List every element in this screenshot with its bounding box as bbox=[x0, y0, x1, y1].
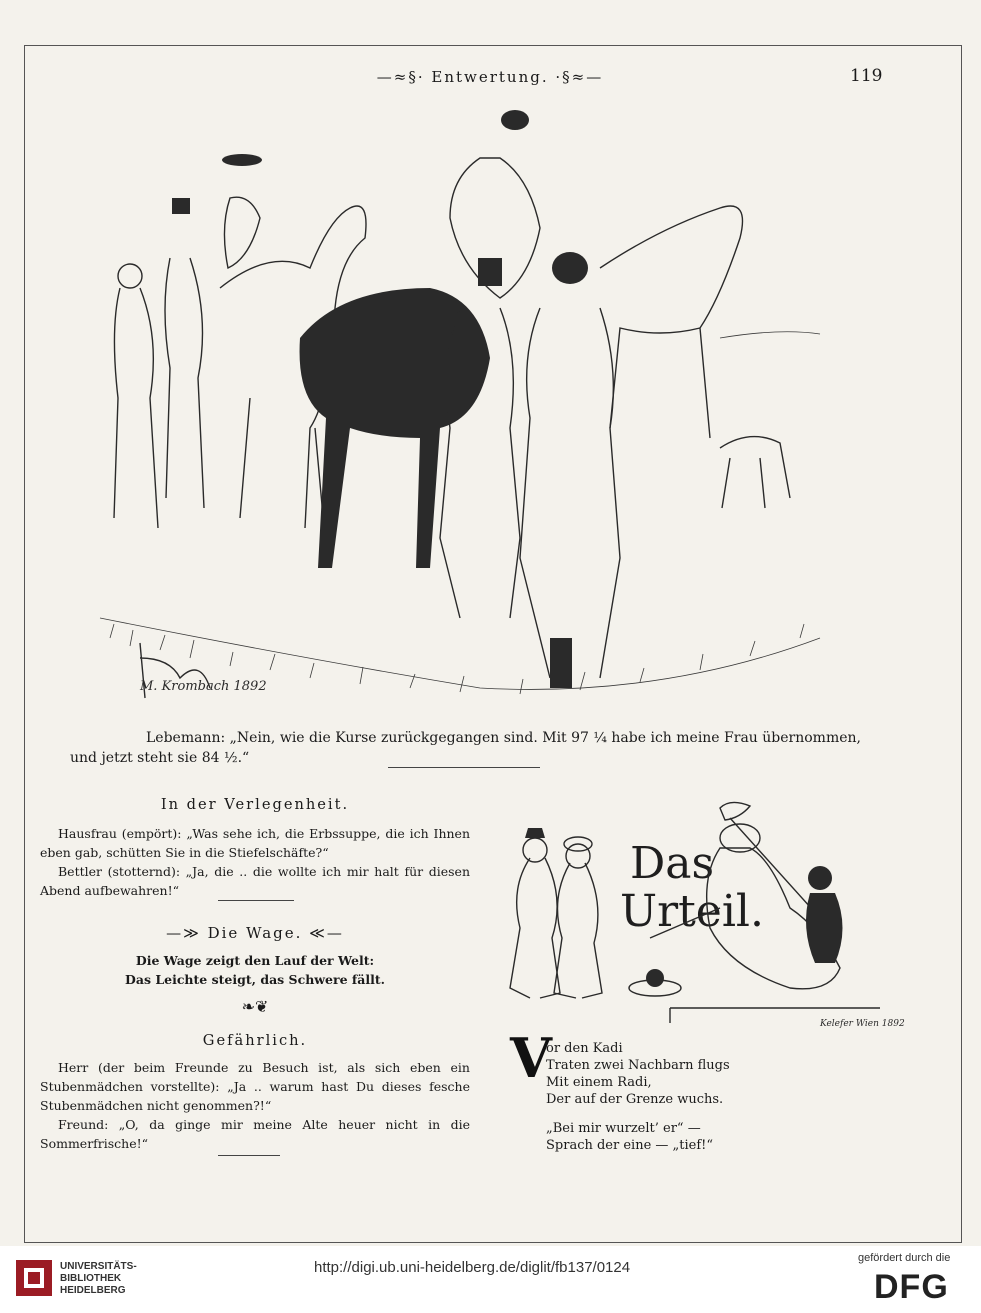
poem-line-5: „Bei mir wurzelt’ er“ — bbox=[546, 1121, 701, 1136]
poem-line-4: Der auf der Grenze wuchs. bbox=[546, 1092, 724, 1107]
fly-whisk-icon bbox=[720, 802, 750, 820]
dark-horse bbox=[300, 288, 490, 568]
neighbour-right bbox=[554, 863, 602, 998]
uni-name-line-2: BIBLIOTHEK bbox=[60, 1273, 122, 1284]
verlegenheit-paragraph-2: Bettler (stotternd): „Ja, die .. die wollte ich mir halt für diesen Abend aufbewahren!“ bbox=[40, 864, 470, 898]
left-column bbox=[40, 795, 470, 1159]
page-header: —≈§· Entwertung. ·§≈— bbox=[376, 68, 604, 86]
hounds bbox=[720, 437, 790, 508]
permalink-url[interactable]: http://digi.ub.uni-heidelberg.de/diglit/fb137/0124 bbox=[314, 1259, 631, 1276]
boots bbox=[550, 638, 572, 688]
page-number: 119 bbox=[850, 66, 883, 86]
poem-line-6: Sprach der eine — „tief!“ bbox=[546, 1138, 714, 1153]
servant-body bbox=[806, 893, 843, 963]
poem-das-urteil bbox=[510, 1026, 840, 1154]
poem-line-2: Traten zwei Nachbarn flugs bbox=[546, 1058, 730, 1073]
woman-rider bbox=[224, 197, 260, 268]
section-rule-2 bbox=[218, 1155, 280, 1156]
section-title-gefaehrlich: Gefährlich. bbox=[202, 1032, 308, 1049]
urteil-title-das: Das bbox=[630, 838, 715, 889]
dfg-logo: DFG bbox=[874, 1268, 949, 1306]
caption-line-1: Lebemann: „Nein, wie die Kurse zurückgegangen sind. Mit 97 ¼ habe ich meine Frau übernommen, bbox=[146, 730, 861, 746]
caption-line-2: und jetzt steht sie 84 ½.“ bbox=[70, 750, 250, 766]
radish-icon bbox=[646, 969, 664, 987]
caption-rule bbox=[388, 767, 540, 768]
footer-bar bbox=[0, 1246, 981, 1313]
urteil-signature: Kelefer Wien 1892 bbox=[820, 1019, 905, 1029]
fox-hunt-illustration bbox=[100, 98, 830, 708]
rider-hat bbox=[222, 154, 262, 166]
ornament-icon: ❧❦ bbox=[241, 997, 269, 1016]
section-title-wage: —≫ Die Wage. ≪— bbox=[166, 924, 344, 942]
neighbour-left bbox=[510, 858, 560, 998]
section-title-verlegenheit: In der Verlegenheit. bbox=[160, 796, 350, 813]
uni-name-line-3: HEIDELBERG bbox=[60, 1285, 126, 1296]
top-hat-centre bbox=[478, 258, 502, 286]
das-urteil-illustration bbox=[490, 798, 905, 1046]
urteil-title-urteil: Urteil. bbox=[620, 886, 764, 937]
top-hat-left bbox=[172, 198, 190, 214]
servant-head bbox=[808, 866, 832, 890]
illustration-caption bbox=[70, 728, 870, 768]
wage-line-2: Das Leichte steigt, das Schwere fällt. bbox=[125, 972, 385, 987]
poem-line-3: Mit einem Radi, bbox=[546, 1075, 652, 1090]
uni-name-line-1: UNIVERSITÄTS- bbox=[60, 1261, 137, 1272]
standing-man-left bbox=[114, 288, 158, 528]
poem-line-1: or den Kadi bbox=[546, 1041, 623, 1056]
funding-label: gefördert durch die bbox=[858, 1252, 951, 1264]
riding-cap bbox=[501, 110, 529, 130]
verlegenheit-paragraph-1: Hausfrau (empört): „Was sehe ich, die Erbssuppe, die ich Ihnen eben gab, schütten Sie in die Stiefelschäfte?“ bbox=[40, 826, 470, 860]
man-in-coat bbox=[520, 308, 620, 678]
right-horse bbox=[600, 206, 743, 438]
wage-line-1: Die Wage zeigt den Lauf der Welt: bbox=[135, 953, 375, 968]
section-rule-1 bbox=[218, 900, 294, 901]
hunting-cap bbox=[552, 252, 588, 284]
gefaehrlich-paragraph-2: Freund: „O, da ginge mir meine Alte heuer nicht in die Sommerfrische!“ bbox=[40, 1117, 470, 1151]
university-library-logo-icon bbox=[14, 1258, 54, 1298]
standing-man-2 bbox=[165, 258, 204, 508]
university-library-name bbox=[60, 1261, 137, 1297]
hunt-signature: M. Krombach 1892 bbox=[140, 679, 267, 694]
drop-cap-initial: V bbox=[510, 1026, 552, 1090]
gefaehrlich-paragraph-1: Herr (der beim Freunde zu Besuch ist, als sich eben ein Stubenmädchen vorstellte): „Ja .. warum hast Du dieses fesche Stubenmädchen nicht genommen?!“ bbox=[40, 1060, 470, 1113]
